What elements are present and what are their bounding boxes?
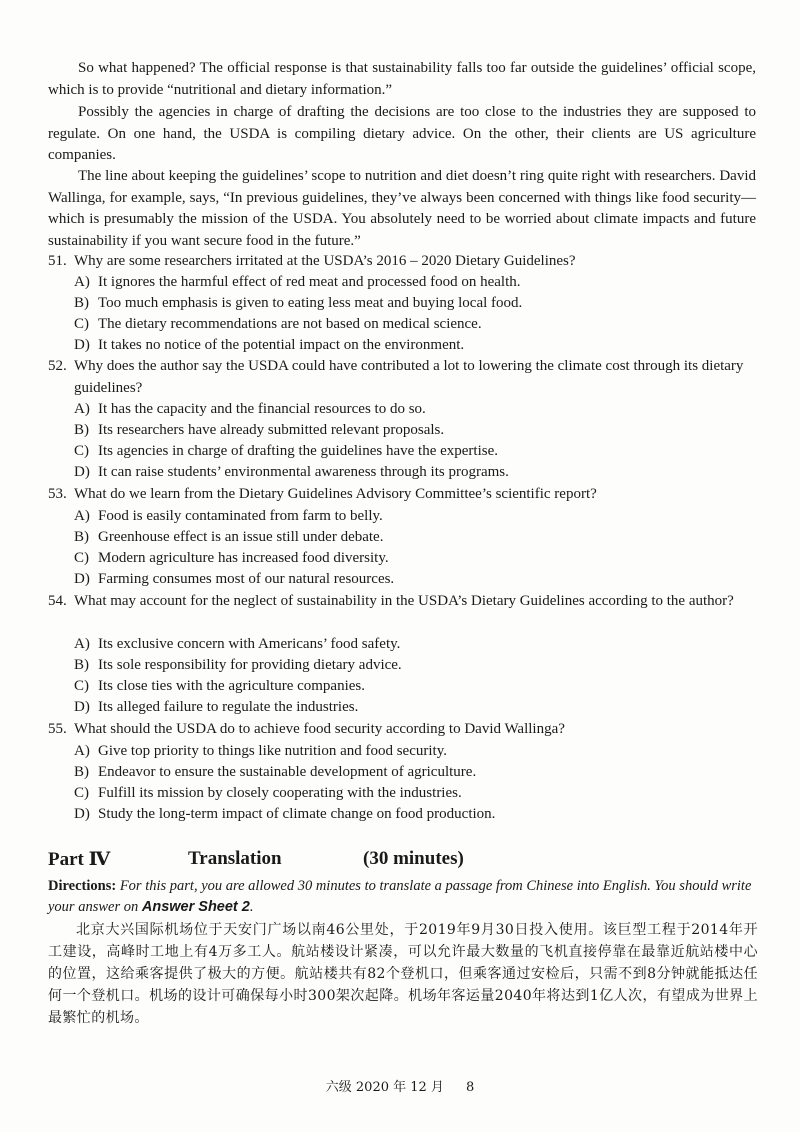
part-label: Part Ⅳ [48, 849, 111, 870]
question-stem: Why are some researchers irritated at the USDA’s 2016 – 2020 Dietary Guidelines? [74, 253, 576, 269]
option-text: Its close ties with the agriculture companies. [98, 678, 366, 694]
option-text: It takes no notice of the potential impact on the environment. [98, 337, 465, 353]
question-number: 54. [48, 593, 67, 609]
page-number: 8 [465, 1080, 475, 1095]
page-footer [0, 1076, 800, 1095]
question-stem: What should the USDA do to achieve food security according to David Wallinga? [74, 721, 565, 737]
option-letter: D) [74, 464, 90, 480]
directions-text: For this part, you are allowed 30 minutes to translate a passage from Chinese into English. You should write your answer on [48, 878, 752, 915]
directions-end: . [249, 899, 254, 915]
option-51-a[interactable] [74, 272, 754, 294]
option-text: Food is easily contaminated from farm to belly. [98, 508, 383, 524]
option-54-a[interactable] [74, 634, 754, 656]
option-55-b[interactable] [74, 762, 754, 784]
option-letter: D) [74, 571, 90, 587]
option-letter: C) [74, 678, 89, 694]
option-51-d[interactable] [74, 335, 754, 357]
question-55 [48, 719, 756, 741]
question-number: 52. [48, 358, 67, 374]
question-stem: Why does the author say the USDA could have contributed a lot to lowering the climate cost through its dietary guidelines? [74, 358, 744, 396]
option-54-c[interactable] [74, 676, 754, 698]
option-text: It can raise students’ environmental awareness through its programs. [98, 464, 509, 480]
option-letter: A) [74, 508, 90, 524]
question-53 [48, 484, 756, 506]
option-letter: C) [74, 316, 89, 332]
question-stem: What do we learn from the Dietary Guidelines Advisory Committee’s scientific report? [74, 486, 597, 502]
option-letter: A) [74, 401, 90, 417]
option-text: Give top priority to things like nutrition and food security. [98, 743, 447, 759]
question-stem: What may account for the neglect of sustainability in the USDA’s Dietary Guidelines according to the author? [74, 593, 734, 609]
option-letter: B) [74, 529, 89, 545]
option-text: Greenhouse effect is an issue still under debate. [98, 529, 384, 545]
option-letter: B) [74, 764, 89, 780]
option-text: Its exclusive concern with Americans’ food safety. [98, 636, 401, 652]
option-53-c[interactable] [74, 548, 754, 570]
answer-sheet-label: Answer Sheet 2 [141, 899, 250, 915]
passage-paragraph-2: Possibly the agencies in charge of drafting the decisions are too close to the industries they are supposed to regulate. On one hand, the USDA is compiling dietary advice. On the other, their clients are US agriculture companies. [48, 104, 756, 164]
directions [48, 876, 756, 918]
question-52 [48, 356, 756, 399]
option-text: It ignores the harmful effect of red meat and processed food on health. [98, 274, 521, 290]
option-text: Its agencies in charge of drafting the guidelines have the expertise. [98, 443, 498, 459]
option-letter: C) [74, 443, 89, 459]
option-text: It has the capacity and the financial resources to do so. [98, 401, 426, 417]
option-letter: A) [74, 636, 90, 652]
option-51-b[interactable] [74, 293, 754, 315]
option-letter: D) [74, 337, 90, 353]
option-52-b[interactable] [74, 420, 754, 442]
question-number: 55. [48, 721, 67, 737]
part-heading [48, 848, 756, 874]
option-letter: B) [74, 657, 89, 673]
option-text: Modern agriculture has increased food diversity. [98, 550, 389, 566]
option-text: Its sole responsibility for providing dietary advice. [98, 657, 402, 673]
option-52-d[interactable] [74, 462, 754, 484]
option-text: Endeavor to ensure the sustainable development of agriculture. [98, 764, 477, 780]
option-54-d[interactable] [74, 697, 754, 719]
option-55-d[interactable] [74, 804, 754, 826]
option-52-c[interactable] [74, 441, 754, 463]
passage-paragraph-3: The line about keeping the guidelines’ scope to nutrition and diet doesn’t ring quite right with researchers. David Wallinga, for example, says, “In previous guidelines, they’ve always been concerned with things like food security—which is presumably the mission of the USDA. You absolutely need to be worried about climate impacts and future sustainability if you want secure food in the future.” [48, 168, 756, 249]
option-text: Study the long-term impact of climate change on food production. [98, 806, 496, 822]
option-text: Its researchers have already submitted relevant proposals. [98, 422, 445, 438]
section-time: (30 minutes) [363, 848, 464, 869]
question-51 [48, 251, 756, 273]
option-53-d[interactable] [74, 569, 754, 591]
option-55-c[interactable] [74, 783, 754, 805]
passage-paragraph-1: So what happened? The official response is that sustainability falls too far outside the guidelines’ official scope, which is to provide “nutritional and dietary information.” [48, 60, 756, 98]
translation-passage: 北京大兴国际机场位于天安门广场以南46公里处，于2019年9月30日投入使用。该巨型工程于2014年开工建设，高峰时工地上有4万多工人。航站楼设计紧凑，可以允许最大数量的飞机直接停靠在最靠近航站楼中心的位置，这给乘客提供了极大的方便。航站楼共有82个登机口，但乘客通过安检后，只需不到8分钟就能抵达任何一个登机口。机场的设计可确保每小时300架次起降。机场年客运量2040年将达到1亿人次，有望成为世界上最繁忙的机场。 [48, 922, 758, 1026]
option-54-b[interactable] [74, 655, 754, 677]
option-letter: D) [74, 699, 90, 715]
option-55-a[interactable] [74, 741, 754, 763]
option-53-b[interactable] [74, 527, 754, 549]
option-letter: B) [74, 422, 89, 438]
option-letter: C) [74, 785, 89, 801]
option-text: The dietary recommendations are not based on medical science. [98, 316, 482, 332]
option-letter: C) [74, 550, 89, 566]
question-54 [48, 591, 756, 613]
option-text: Its alleged failure to regulate the industries. [98, 699, 359, 715]
directions-label: Directions: [48, 878, 117, 894]
option-letter: A) [74, 274, 90, 290]
option-53-a[interactable] [74, 506, 754, 528]
exam-label: 六级 2020 年 12 月 [325, 1080, 444, 1095]
option-52-a[interactable] [74, 399, 754, 421]
option-letter: A) [74, 743, 90, 759]
question-number: 51. [48, 253, 67, 269]
option-letter: B) [74, 295, 89, 311]
option-letter: D) [74, 806, 90, 822]
option-51-c[interactable] [74, 314, 754, 336]
option-text: Too much emphasis is given to eating less meat and buying local food. [98, 295, 523, 311]
section-title: Translation [188, 848, 282, 869]
option-text: Fulfill its mission by closely cooperating with the industries. [98, 785, 462, 801]
question-number: 53. [48, 486, 67, 502]
option-text: Farming consumes most of our natural resources. [98, 571, 395, 587]
